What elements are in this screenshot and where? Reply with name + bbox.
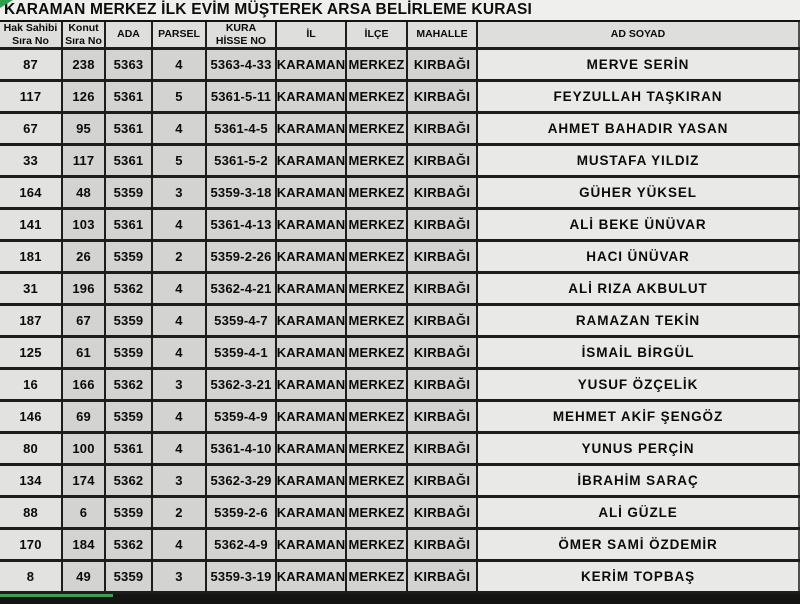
table-cell: MERKEZ — [347, 306, 408, 335]
table-cell: 5359-4-1 — [207, 338, 277, 367]
table-cell: 5359-4-7 — [207, 306, 277, 335]
column-header: PARSEL — [153, 22, 207, 47]
table-cell: ALİ BEKE ÜNÜVAR — [478, 210, 800, 239]
table-cell: 33 — [0, 146, 63, 175]
table-cell: FEYZULLAH TAŞKIRAN — [478, 82, 800, 111]
table-cell: 184 — [63, 530, 106, 559]
table-cell: 5361-5-2 — [207, 146, 277, 175]
table-cell: KIRBAĞI — [408, 466, 478, 495]
table-cell: KARAMAN — [277, 274, 347, 303]
table-cell: KIRBAĞI — [408, 338, 478, 367]
table-cell: 26 — [63, 242, 106, 271]
table-cell: 49 — [63, 562, 106, 591]
table-cell: MERKEZ — [347, 562, 408, 591]
table-cell: KARAMAN — [277, 402, 347, 431]
table-cell: KIRBAĞI — [408, 498, 478, 527]
table-cell: MERKEZ — [347, 434, 408, 463]
table-cell: 5359 — [106, 498, 153, 527]
table-cell: RAMAZAN TEKİN — [478, 306, 800, 335]
table-cell: 5361-4-13 — [207, 210, 277, 239]
table-cell: 3 — [153, 178, 207, 207]
table-cell: 5359 — [106, 338, 153, 367]
table-cell: KARAMAN — [277, 114, 347, 143]
table-cell: 2 — [153, 498, 207, 527]
table-cell: KIRBAĞI — [408, 306, 478, 335]
table-cell: 187 — [0, 306, 63, 335]
table-cell: KARAMAN — [277, 242, 347, 271]
table-cell: 8 — [0, 562, 63, 591]
table-cell: ALİ RIZA AKBULUT — [478, 274, 800, 303]
table-cell: 5359 — [106, 242, 153, 271]
table-cell: 5362 — [106, 530, 153, 559]
table-cell: MEHMET AKİF ŞENGÖZ — [478, 402, 800, 431]
table-cell: KIRBAĞI — [408, 370, 478, 399]
table-cell: KARAMAN — [277, 178, 347, 207]
table-cell: 67 — [0, 114, 63, 143]
table-cell: KIRBAĞI — [408, 82, 478, 111]
table-row — [0, 114, 800, 146]
table-cell: KARAMAN — [277, 50, 347, 79]
table-cell: İBRAHİM SARAÇ — [478, 466, 800, 495]
table-row — [0, 242, 800, 274]
table-cell: 5359 — [106, 178, 153, 207]
table-cell: İSMAİL BİRGÜL — [478, 338, 800, 367]
table-row — [0, 274, 800, 306]
table-cell: 4 — [153, 114, 207, 143]
column-header: MAHALLE — [408, 22, 478, 47]
table-cell: ALİ GÜZLE — [478, 498, 800, 527]
table-cell: MERKEZ — [347, 498, 408, 527]
table-cell: 5362 — [106, 370, 153, 399]
table-row — [0, 370, 800, 402]
table-cell: MERKEZ — [347, 114, 408, 143]
table-cell: 141 — [0, 210, 63, 239]
table-cell: 61 — [63, 338, 106, 367]
page-title: KARAMAN MERKEZ İLK EVİM MÜŞTEREK ARSA BELİRLEME KURASI — [0, 0, 800, 22]
table-cell: HACI ÜNÜVAR — [478, 242, 800, 271]
table-cell: 5359-3-18 — [207, 178, 277, 207]
table-cell: 3 — [153, 466, 207, 495]
table-cell: 4 — [153, 434, 207, 463]
table-cell: MERKEZ — [347, 178, 408, 207]
table-cell: 5362-4-9 — [207, 530, 277, 559]
table-cell: KIRBAĞI — [408, 274, 478, 303]
table-cell: 4 — [153, 402, 207, 431]
table-cell: KERİM TOPBAŞ — [478, 562, 800, 591]
table-row — [0, 306, 800, 338]
table-cell: 5359 — [106, 306, 153, 335]
table-cell: MERKEZ — [347, 210, 408, 239]
table-cell: 196 — [63, 274, 106, 303]
table-cell: 103 — [63, 210, 106, 239]
table-row — [0, 178, 800, 210]
table-row — [0, 530, 800, 562]
table-cell: 117 — [0, 82, 63, 111]
results-table — [0, 22, 800, 594]
table-cell: 5361 — [106, 146, 153, 175]
table-cell: KIRBAĞI — [408, 114, 478, 143]
column-header: İL — [277, 22, 347, 47]
table-cell: 2 — [153, 242, 207, 271]
table-cell: 69 — [63, 402, 106, 431]
table-cell: 4 — [153, 530, 207, 559]
table-cell: 5359-3-19 — [207, 562, 277, 591]
table-cell: 174 — [63, 466, 106, 495]
table-row — [0, 82, 800, 114]
table-cell: MERKEZ — [347, 82, 408, 111]
table-cell: KARAMAN — [277, 306, 347, 335]
table-cell: 164 — [0, 178, 63, 207]
table-cell: KARAMAN — [277, 370, 347, 399]
table-cell: 5361-5-11 — [207, 82, 277, 111]
table-cell: 88 — [0, 498, 63, 527]
column-header: ADA — [106, 22, 153, 47]
green-corner-marker — [0, 0, 13, 8]
table-cell: MERKEZ — [347, 466, 408, 495]
table-cell: 5 — [153, 82, 207, 111]
table-cell: KARAMAN — [277, 82, 347, 111]
table-cell: 126 — [63, 82, 106, 111]
table-cell: 125 — [0, 338, 63, 367]
table-cell: 170 — [0, 530, 63, 559]
table-cell: MERKEZ — [347, 530, 408, 559]
table-cell: 146 — [0, 402, 63, 431]
table-cell: 5361 — [106, 210, 153, 239]
table-cell: GÜHER YÜKSEL — [478, 178, 800, 207]
table-cell: 5362-3-29 — [207, 466, 277, 495]
table-cell: 5361 — [106, 82, 153, 111]
table-cell: MERKEZ — [347, 274, 408, 303]
table-cell: KARAMAN — [277, 338, 347, 367]
table-cell: 181 — [0, 242, 63, 271]
table-cell: KIRBAĞI — [408, 434, 478, 463]
table-cell: KIRBAĞI — [408, 530, 478, 559]
table-cell: 134 — [0, 466, 63, 495]
table-row — [0, 466, 800, 498]
table-row — [0, 402, 800, 434]
table-cell: 5361-4-10 — [207, 434, 277, 463]
table-cell: 5361-4-5 — [207, 114, 277, 143]
table-cell: 5361 — [106, 114, 153, 143]
table-cell: AHMET BAHADIR YASAN — [478, 114, 800, 143]
table-cell: 4 — [153, 274, 207, 303]
table-cell: KIRBAĞI — [408, 210, 478, 239]
table-cell: KARAMAN — [277, 466, 347, 495]
table-cell: MUSTAFA YILDIZ — [478, 146, 800, 175]
table-row — [0, 210, 800, 242]
table-cell: 4 — [153, 338, 207, 367]
column-header: KURA HİSSE NO — [207, 22, 277, 47]
table-cell: 238 — [63, 50, 106, 79]
table-cell: MERKEZ — [347, 370, 408, 399]
table-row — [0, 434, 800, 466]
table-cell: 5362-3-21 — [207, 370, 277, 399]
table-cell: 87 — [0, 50, 63, 79]
table-cell: YUNUS PERÇİN — [478, 434, 800, 463]
table-row — [0, 50, 800, 82]
table-cell: 3 — [153, 370, 207, 399]
table-cell: 117 — [63, 146, 106, 175]
table-cell: 67 — [63, 306, 106, 335]
table-cell: 5359 — [106, 402, 153, 431]
table-cell: 5 — [153, 146, 207, 175]
table-cell: 6 — [63, 498, 106, 527]
table-row — [0, 146, 800, 178]
table-cell: KIRBAĞI — [408, 146, 478, 175]
column-header: Hak Sahibi Sıra No — [0, 22, 63, 47]
table-cell: 5359-2-6 — [207, 498, 277, 527]
table-cell: YUSUF ÖZÇELİK — [478, 370, 800, 399]
table-header-row — [0, 22, 800, 50]
table-cell: MERKEZ — [347, 146, 408, 175]
table-row — [0, 498, 800, 530]
table-cell: 80 — [0, 434, 63, 463]
table-cell: MERKEZ — [347, 402, 408, 431]
table-row — [0, 338, 800, 370]
table-cell: 48 — [63, 178, 106, 207]
table-body — [0, 50, 800, 594]
table-cell: KIRBAĞI — [408, 402, 478, 431]
column-header: Konut Sıra No — [63, 22, 106, 47]
table-cell: KARAMAN — [277, 498, 347, 527]
table-cell: 5362 — [106, 466, 153, 495]
table-cell: 100 — [63, 434, 106, 463]
table-cell: MERKEZ — [347, 50, 408, 79]
table-cell: KARAMAN — [277, 562, 347, 591]
column-header: İLÇE — [347, 22, 408, 47]
table-cell: KIRBAĞI — [408, 562, 478, 591]
table-cell: 3 — [153, 562, 207, 591]
column-header: AD SOYAD — [478, 22, 800, 47]
table-cell: 5359 — [106, 562, 153, 591]
table-cell: 5361 — [106, 434, 153, 463]
table-cell: KIRBAĞI — [408, 178, 478, 207]
table-cell: 16 — [0, 370, 63, 399]
table-cell: MERKEZ — [347, 242, 408, 271]
table-cell: 5362-4-21 — [207, 274, 277, 303]
table-cell: 95 — [63, 114, 106, 143]
table-cell: 4 — [153, 210, 207, 239]
table-cell: 31 — [0, 274, 63, 303]
table-cell: 5362 — [106, 274, 153, 303]
table-cell: MERVE SERİN — [478, 50, 800, 79]
table-cell: 5363-4-33 — [207, 50, 277, 79]
table-cell: KARAMAN — [277, 146, 347, 175]
table-cell: 4 — [153, 50, 207, 79]
bottom-strip — [0, 594, 800, 604]
table-cell: 166 — [63, 370, 106, 399]
table-cell: KIRBAĞI — [408, 242, 478, 271]
table-cell: KARAMAN — [277, 210, 347, 239]
table-cell: ÖMER SAMİ ÖZDEMİR — [478, 530, 800, 559]
table-cell: 5363 — [106, 50, 153, 79]
table-cell: KARAMAN — [277, 530, 347, 559]
progress-marker — [0, 594, 113, 597]
table-row — [0, 562, 800, 594]
table-cell: MERKEZ — [347, 338, 408, 367]
table-cell: 5359-2-26 — [207, 242, 277, 271]
table-cell: 4 — [153, 306, 207, 335]
table-cell: KARAMAN — [277, 434, 347, 463]
table-cell: KIRBAĞI — [408, 50, 478, 79]
table-cell: 5359-4-9 — [207, 402, 277, 431]
